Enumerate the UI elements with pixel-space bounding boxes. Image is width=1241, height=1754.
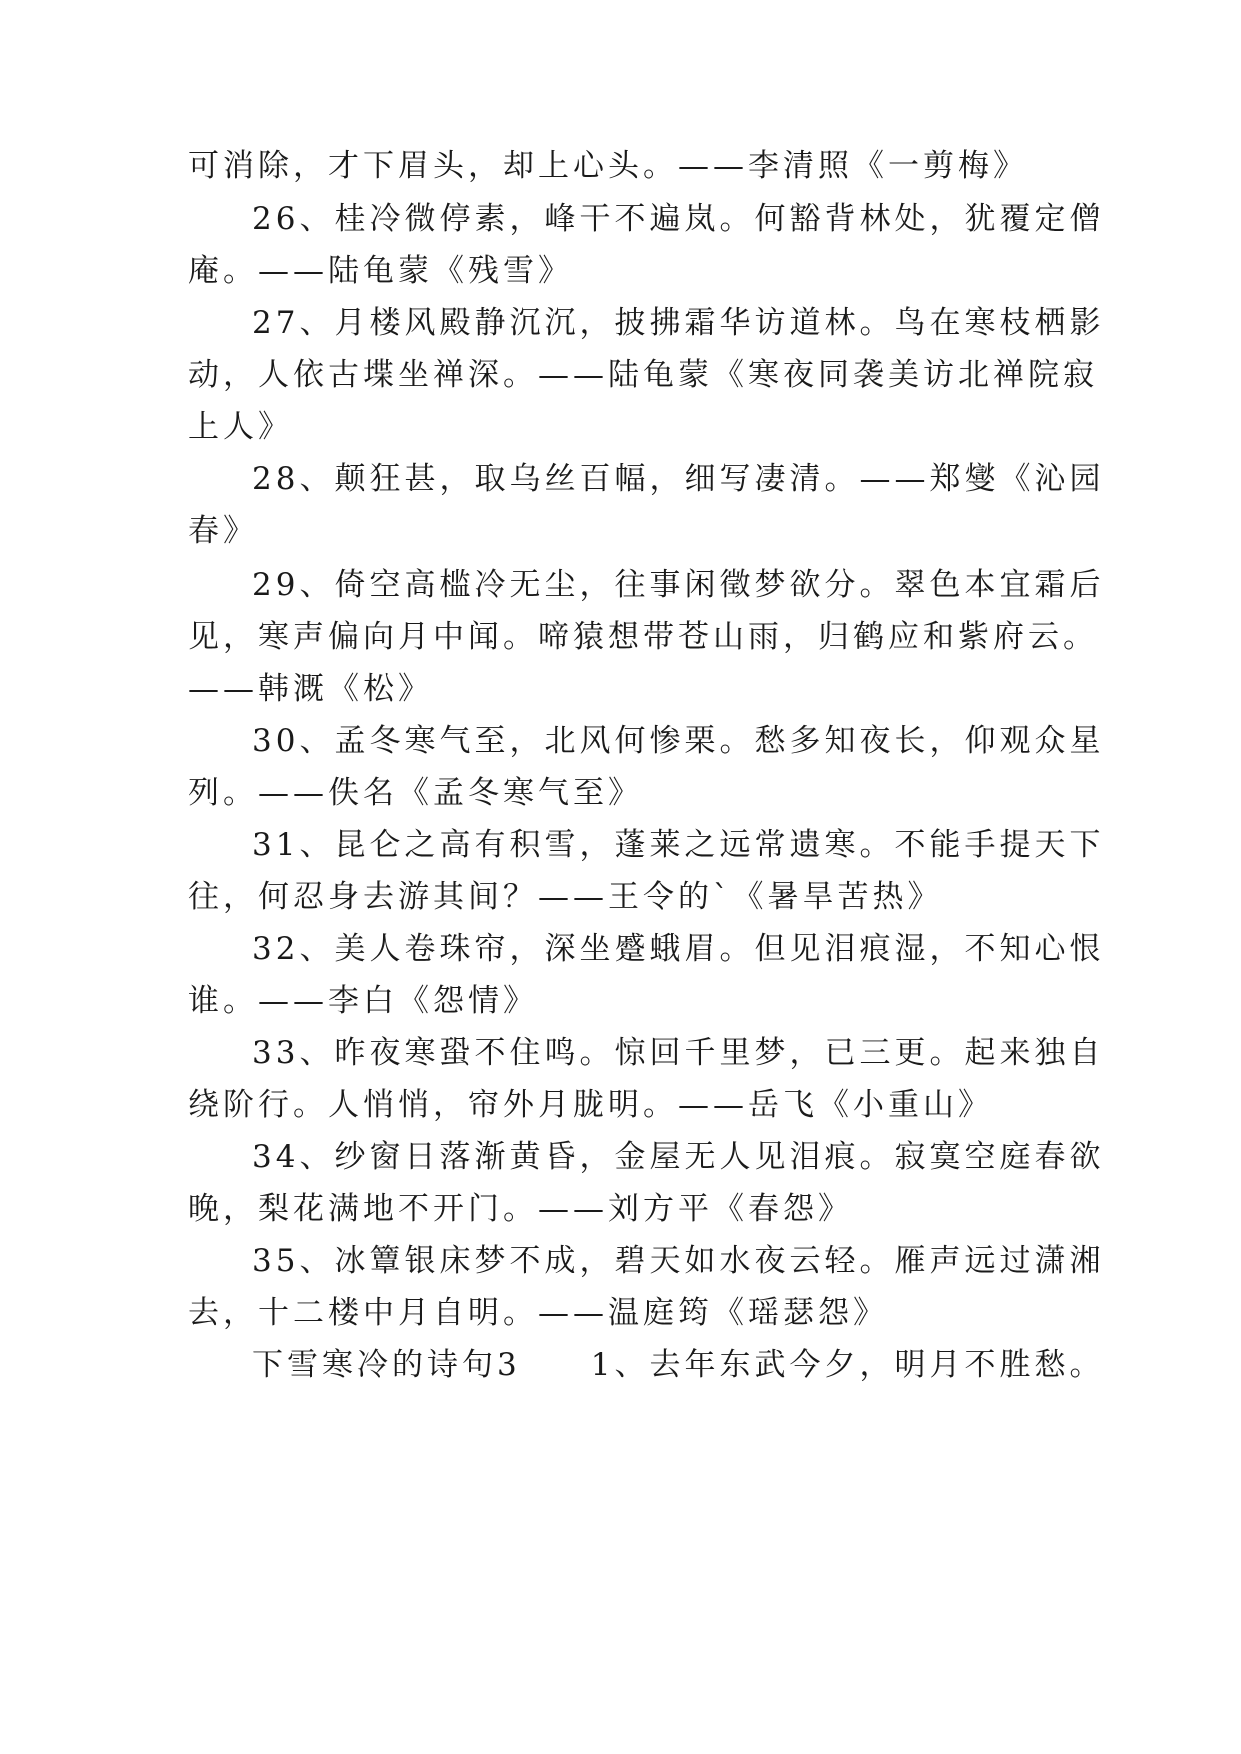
text-line: 35、冰簟银床梦不成，碧天如水夜云轻。雁声远过潇湘 bbox=[252, 1243, 1105, 1279]
text-line: 春》 bbox=[188, 513, 258, 549]
text-line: 晚，梨花满地不开门。——刘方平《春怨》 bbox=[188, 1191, 853, 1227]
text-line: 32、美人卷珠帘，深坐蹙蛾眉。但见泪痕湿，不知心恨 bbox=[252, 931, 1105, 967]
text-line: 27、月楼风殿静沉沉，披拂霜华访道林。鸟在寒枝栖影 bbox=[252, 305, 1105, 341]
text-line: 去，十二楼中月自明。——温庭筠《瑶瑟怨》 bbox=[188, 1295, 888, 1331]
text-line: 动，人依古堞坐禅深。——陆龟蒙《寒夜同袭美访北禅院寂 bbox=[188, 357, 1098, 393]
text-line: 31、昆仑之高有积雪，蓬莱之远常遗寒。不能手提天下 bbox=[252, 827, 1105, 863]
text-line: 28、颠狂甚，取乌丝百幅，细写凄清。——郑燮《沁园 bbox=[252, 461, 1105, 497]
text-line: 谁。——李白《怨情》 bbox=[188, 983, 538, 1019]
text-line: 下雪寒冷的诗句3 1、去年东武今夕，明月不胜愁。 bbox=[252, 1347, 1105, 1383]
text-line: 可消除，才下眉头，却上心头。——李清照《一剪梅》 bbox=[188, 148, 1028, 184]
text-line: ——韩溉《松》 bbox=[188, 671, 433, 707]
text-line: 26、桂冷微停素，峰干不遍岚。何豁背林处，犹覆定僧 bbox=[252, 201, 1105, 237]
text-line: 上人》 bbox=[188, 409, 293, 445]
text-line: 29、倚空高槛冷无尘，往事闲徵梦欲分。翠色本宜霜后 bbox=[252, 567, 1105, 603]
text-line: 30、孟冬寒气至，北风何惨栗。愁多知夜长，仰观众星 bbox=[252, 723, 1105, 759]
text-line: 33、昨夜寒蛩不住鸣。惊回千里梦，已三更。起来独自 bbox=[252, 1035, 1105, 1071]
text-line: 往，何忍身去游其间？——王令的`《暑旱苦热》 bbox=[188, 879, 943, 915]
text-line: 34、纱窗日落渐黄昏，金屋无人见泪痕。寂寞空庭春欲 bbox=[252, 1139, 1105, 1175]
text-line: 绕阶行。人悄悄，帘外月胧明。——岳飞《小重山》 bbox=[188, 1087, 993, 1123]
text-line: 庵。——陆龟蒙《残雪》 bbox=[188, 253, 573, 289]
text-line: 见，寒声偏向月中闻。啼猿想带苍山雨，归鹤应和紫府云。 bbox=[188, 619, 1098, 655]
text-line: 列。——佚名《孟冬寒气至》 bbox=[188, 775, 643, 811]
